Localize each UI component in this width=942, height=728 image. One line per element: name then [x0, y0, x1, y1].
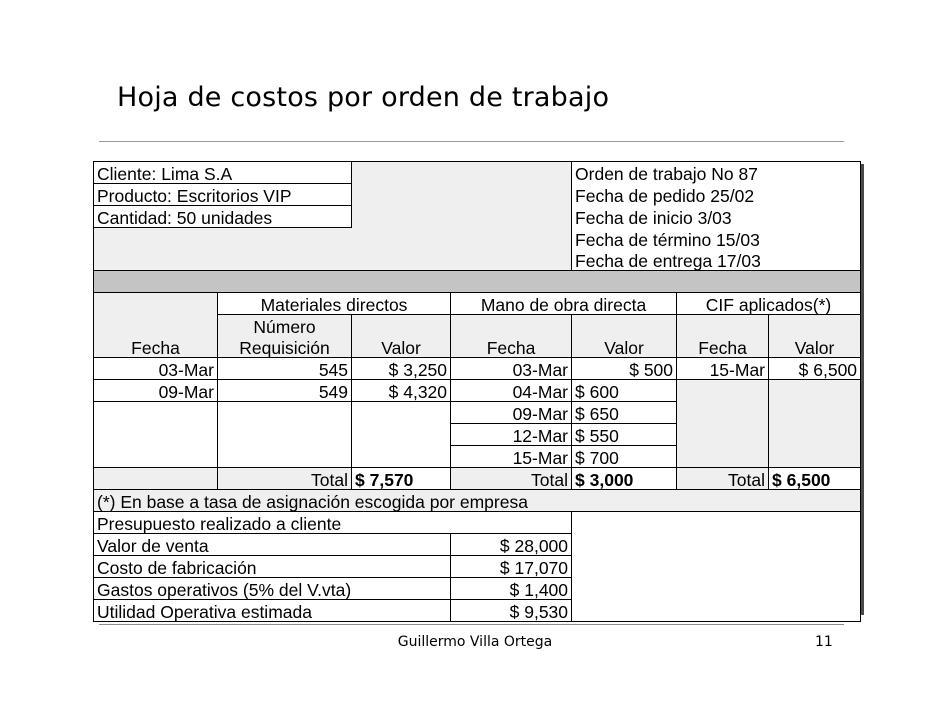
- cantidad-cell: Cantidad: 50 unidades: [94, 206, 352, 228]
- summary-row: [94, 534, 861, 556]
- total-label-materiales: Total: [218, 468, 352, 490]
- table-row: [94, 402, 861, 424]
- total-label-cif: Total: [677, 468, 769, 490]
- summary-label: Gastos operativos (5% del V.vta): [94, 578, 451, 600]
- cif-header: CIF aplicados(*): [677, 293, 861, 315]
- mo-valor: $ 600: [572, 380, 677, 402]
- fecha-termino-cell: Fecha de término 15/03: [572, 228, 861, 250]
- mat-fecha: 03-Mar: [94, 358, 218, 380]
- table-row: [94, 380, 861, 402]
- table-row: [94, 424, 861, 446]
- cif-fecha: 15-Mar: [677, 358, 769, 380]
- totals-row: [94, 468, 861, 490]
- mo-fecha: 15-Mar: [451, 446, 572, 468]
- summary-label: Costo de fabricación: [94, 556, 451, 578]
- footer-divider: [99, 624, 844, 625]
- mo-valor: $ 500: [572, 358, 677, 380]
- summary-value: $ 1,400: [451, 578, 572, 600]
- summary-heading: Presupuesto realizado a cliente: [94, 512, 572, 534]
- footer-author: Guillermo Villa Ortega: [397, 634, 553, 650]
- total-mano-obra: $ 3,000: [572, 468, 677, 490]
- cif-fecha-header: Fecha: [677, 336, 769, 358]
- summary-label: Utilidad Operativa estimada: [94, 600, 451, 622]
- separator-band: [94, 271, 861, 293]
- mat-requisicion: 549: [218, 380, 352, 402]
- mat-valor: $ 3,250: [352, 358, 451, 380]
- mo-fecha-header: Fecha: [451, 336, 572, 358]
- producto-cell: Producto: Escritorios VIP: [94, 184, 352, 206]
- orden-cell: Orden de trabajo No 87: [572, 162, 861, 184]
- cif-valor-header: Valor: [769, 336, 861, 358]
- mo-valor: $ 650: [572, 402, 677, 424]
- mo-fecha: 12-Mar: [451, 424, 572, 446]
- materiales-header: Materiales directos: [218, 293, 451, 315]
- cost-sheet-table: [93, 161, 861, 622]
- mo-valor: $ 700: [572, 446, 677, 468]
- total-label-mano-obra: Total: [451, 468, 572, 490]
- mo-fecha: 09-Mar: [451, 402, 572, 424]
- mo-fecha: 03-Mar: [451, 358, 572, 380]
- mat-valor: $ 4,320: [352, 380, 451, 402]
- mo-valor: $ 550: [572, 424, 677, 446]
- cost-sheet: [93, 161, 863, 622]
- summary-row: [94, 600, 861, 622]
- summary-label: Valor de venta: [94, 534, 451, 556]
- summary-value: $ 9,530: [451, 600, 572, 622]
- summary-value: $ 17,070: [451, 556, 572, 578]
- fecha-entrega-cell: Fecha de entrega 17/03: [572, 249, 861, 271]
- total-cif: $ 6,500: [769, 468, 861, 490]
- mo-valor-header: Valor: [572, 336, 677, 358]
- header-spacer: [352, 162, 572, 184]
- fecha-header: Fecha: [94, 336, 218, 358]
- mat-requisicion: 545: [218, 358, 352, 380]
- fecha-pedido-cell: Fecha de pedido 25/02: [572, 184, 861, 206]
- summary-row: [94, 578, 861, 600]
- page-number: 11: [815, 634, 833, 650]
- table-row: [94, 446, 861, 468]
- cliente-cell: Cliente: Lima S.A: [94, 162, 352, 184]
- mo-fecha: 04-Mar: [451, 380, 572, 402]
- summary-value: $ 28,000: [451, 534, 572, 556]
- footnote: (*) En base a tasa de asignación escogida por empresa: [94, 490, 861, 512]
- numero-header: Número: [218, 315, 352, 337]
- mano-obra-header: Mano de obra directa: [451, 293, 677, 315]
- table-row: [94, 358, 861, 380]
- valor-header: Valor: [352, 336, 451, 358]
- requisicion-header: Requisición: [218, 336, 352, 358]
- fecha-inicio-cell: Fecha de inicio 3/03: [572, 206, 861, 228]
- summary-row: [94, 556, 861, 578]
- cif-valor: $ 6,500: [769, 358, 861, 380]
- slide-title: Hoja de costos por orden de trabajo: [117, 82, 610, 113]
- title-divider: [99, 141, 844, 142]
- total-materiales: $ 7,570: [352, 468, 451, 490]
- mat-fecha: 09-Mar: [94, 380, 218, 402]
